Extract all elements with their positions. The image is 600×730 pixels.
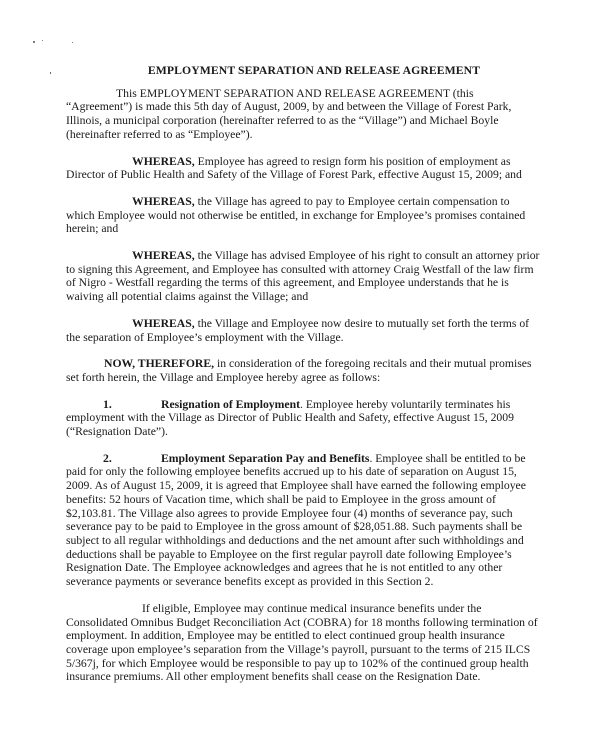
whereas-text: the Village and Employee now desire to mutually set forth the terms of the separation of Employee’s employment with the Village. [66, 316, 530, 344]
now-therefore-paragraph [66, 357, 540, 384]
whereas-lead: WHEREAS, [132, 194, 195, 208]
scan-speck [50, 72, 51, 74]
section-text: . Employee hereby voluntarily terminates his employment with the Village as Director of Public Health and Safety, effective August 15, 2009 (“Resignation Date”). [66, 397, 514, 439]
whereas-text: the Village has advised Employee of his right to consult an attorney prior to signing this Agreement, and Employee has consulted with attorney Craig Westfall of the law firm of Nigro - Westfall regarding the terms of this agreement, and Employee understands that he is waiving all potential claims against the Village; and [66, 249, 540, 304]
document-title: EMPLOYMENT SEPARATION AND RELEASE AGREEMENT [147, 64, 481, 77]
section-heading: Employment Separation Pay and Benefits [161, 451, 370, 465]
whereas-paragraph-1 [66, 155, 540, 182]
now-therefore-lead: NOW, THEREFORE, [104, 357, 215, 371]
scan-speck [42, 40, 43, 41]
whereas-text: Employee has agreed to resign form his position of employment as Director of Public Health and Safety of the Village of Forest Park, effective August 15, 2009; and [66, 154, 522, 182]
section-number: 2. [103, 451, 112, 465]
cobra-paragraph: If eligible, Employee may continue medical insurance benefits under the Consolidated Omnibus Budget Reconciliation Act (COBRA) for 18 months following termination of employment. In addition, Employee may be entitled to elect continued group health insurance coverage upon employee’s separation from the Village’s payroll, pursuant to the terms of 215 ILCS 5/367j, for which Employee would be responsible to pay up to 102% of the continued group health insurance premiums. All other employment benefits shall cease on the Resignation Date. [66, 601, 538, 684]
whereas-text: the Village has agreed to pay to Employee certain compensation to which Employee would not otherwise be entitled, in exchange for Employee’s promises contained herein; and [66, 194, 526, 236]
intro-paragraph: This EMPLOYMENT SEPARATION AND RELEASE AGREEMENT (this “Agreement”) is made this 5th day of August, 2009, by and between the Village of Forest Park, Illinois, a municipal corporation (hereinafter referred to as the “Village”) and Michael Boyle (hereinafter referred to as “Employee”). [66, 86, 512, 141]
whereas-lead: WHEREAS, [132, 154, 195, 168]
section-text: . Employee shall be entitled to be paid for only the following employee benefits accrued up to his date of separation on August 15, 2009. As of August 15, 2009, it is agreed that Employee shall have earned the following employee benefits: 52 hours of Vacation time, which shall be paid to Employee in the gross amount of $2,103.81. The Village also agrees to provide Employee four (4) months of severance pay, such severance pay to be paid to Employee in the gross amount of $28,051.88. Such payments shall be subject to all regular withholdings and deductions and the net amount after such withholdings and deductions shall be payable to Employee on the first regular payroll date following Employee’s Resignation Date. The Employee acknowledges and agrees that he is not entitled to any other severance payments or severance benefits except as provided in this Section 2. [66, 451, 526, 589]
section-number: 1. [103, 397, 112, 411]
section-2-paragraph [66, 452, 540, 589]
section-heading: Resignation of Employment [161, 397, 300, 411]
scan-speck [72, 42, 73, 43]
section-1-paragraph [66, 398, 540, 439]
scan-speck [33, 41, 35, 43]
whereas-paragraph-2 [66, 195, 540, 236]
now-therefore-text: in consideration of the foregoing recitals and their mutual promises set forth herein, the Village and Employee hereby agree as follows: [66, 357, 532, 384]
whereas-lead: WHEREAS, [132, 316, 195, 330]
agreement-body [66, 64, 540, 697]
whereas-paragraph-4 [66, 317, 540, 344]
whereas-paragraph-3 [66, 249, 540, 304]
whereas-lead: WHEREAS, [132, 249, 195, 263]
